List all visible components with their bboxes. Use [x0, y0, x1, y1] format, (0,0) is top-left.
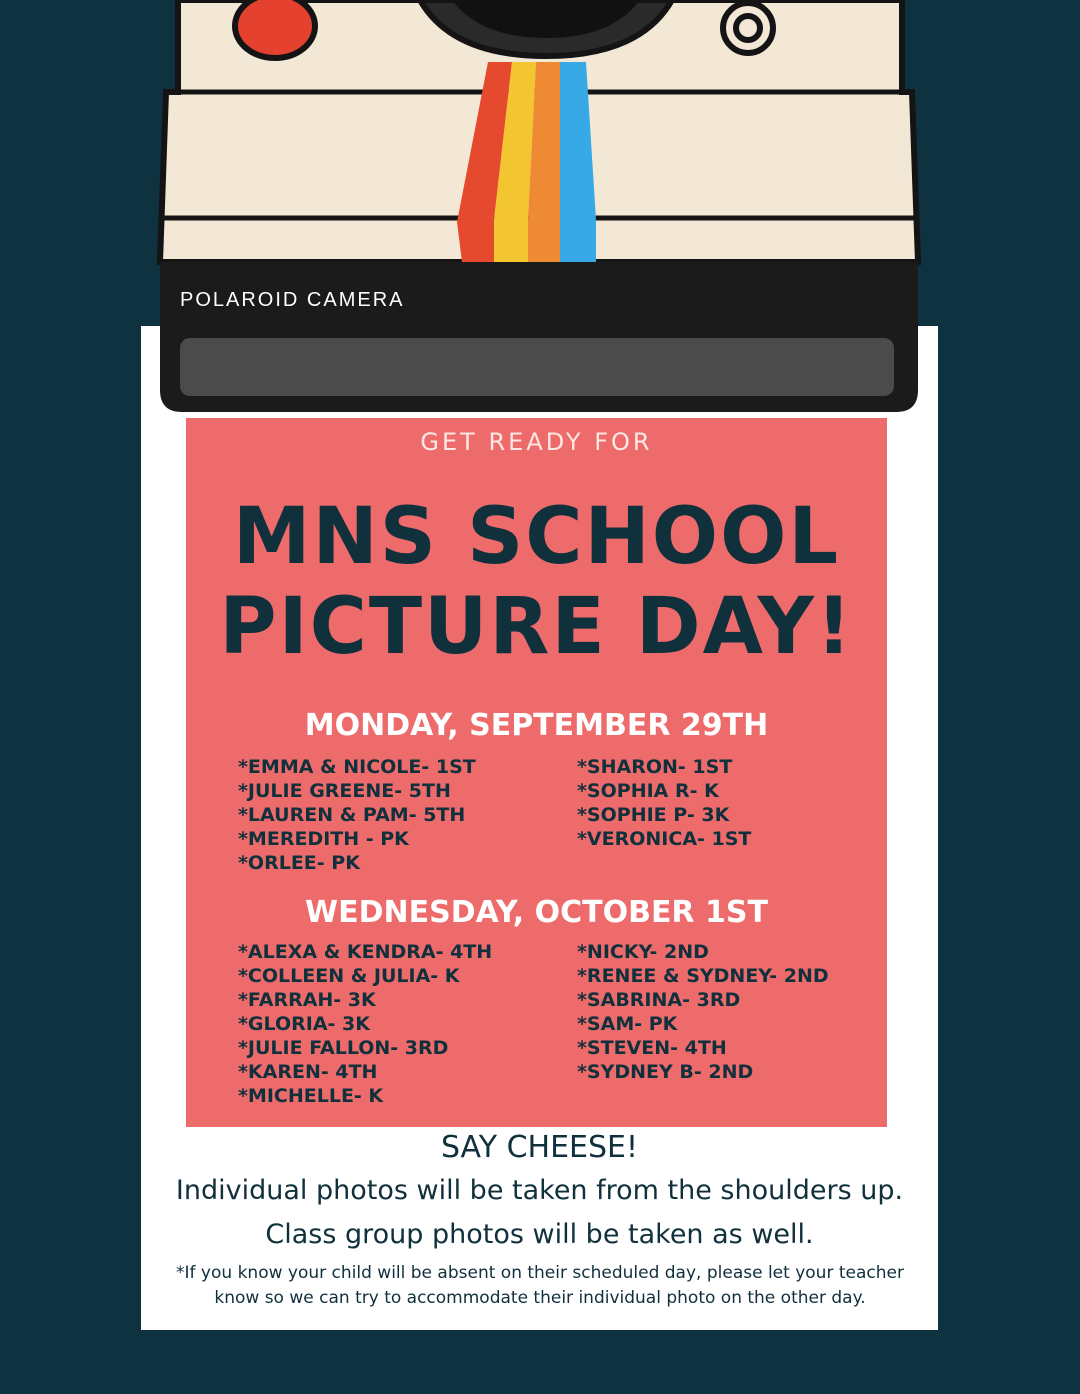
absence-note-line-1: *If you know your child will be absent on their scheduled day, please let your teacher	[176, 1263, 904, 1283]
polaroid-camera-illustration	[0, 0, 1080, 420]
list-item: *ALEXA & KENDRA- 4TH	[238, 941, 493, 963]
absence-note-line-2: know so we can try to accommodate their individual photo on the other day.	[214, 1288, 866, 1308]
list-item: *GLORIA- 3K	[238, 1013, 370, 1035]
list-item: *SOPHIA R- K	[577, 780, 719, 802]
camera-label: POLAROID CAMERA	[180, 289, 405, 311]
monday-names-col1	[238, 755, 476, 875]
info-line-1: Individual photos will be taken from the shoulders up.	[175, 1175, 904, 1206]
list-item: *SAM- PK	[577, 1013, 678, 1035]
list-item: *SOPHIE P- 3K	[577, 804, 730, 826]
headline-line-1: MNS SCHOOL	[232, 492, 841, 582]
list-item: *COLLEEN & JULIA- K	[238, 965, 460, 987]
list-item: *JULIE GREENE- 5TH	[238, 780, 451, 802]
info-line-2: Class group photos will be taken as well.	[265, 1219, 814, 1250]
list-item: *JULIE FALLON- 3RD	[238, 1037, 449, 1059]
list-item: *NICKY- 2ND	[577, 941, 709, 963]
list-item: *RENEE & SYDNEY- 2ND	[577, 965, 829, 987]
list-item: *SABRINA- 3RD	[577, 989, 741, 1011]
monday-names-col2	[577, 755, 751, 851]
list-item: *KAREN- 4TH	[238, 1061, 378, 1083]
list-item: *MICHELLE- K	[238, 1085, 384, 1107]
day-title-monday: MONDAY, SEPTEMBER 29TH	[304, 708, 769, 743]
absence-note	[160, 1261, 920, 1311]
kicker-text: GET READY FOR	[420, 428, 653, 456]
list-item: *VERONICA- 1ST	[577, 828, 752, 850]
wednesday-names-col2	[577, 940, 829, 1084]
headline-line-2: PICTURE DAY!	[219, 582, 854, 672]
list-item: *SHARON- 1ST	[577, 756, 733, 778]
say-cheese-heading: SAY CHEESE!	[440, 1130, 639, 1165]
list-item: *FARRAH- 3K	[238, 989, 376, 1011]
list-item: *STEVEN- 4TH	[577, 1037, 727, 1059]
wednesday-names-col1	[238, 940, 492, 1108]
list-item: *ORLEE- PK	[238, 852, 360, 874]
list-item: *EMMA & NICOLE- 1ST	[238, 756, 476, 778]
list-item: *SYDNEY B- 2ND	[577, 1061, 754, 1083]
list-item: *LAUREN & PAM- 5TH	[238, 804, 466, 826]
film-slot	[180, 338, 894, 396]
shutter-button-icon	[235, 0, 315, 58]
day-title-wednesday: WEDNESDAY, OCTOBER 1ST	[305, 895, 768, 930]
list-item: *MEREDITH - PK	[238, 828, 409, 850]
